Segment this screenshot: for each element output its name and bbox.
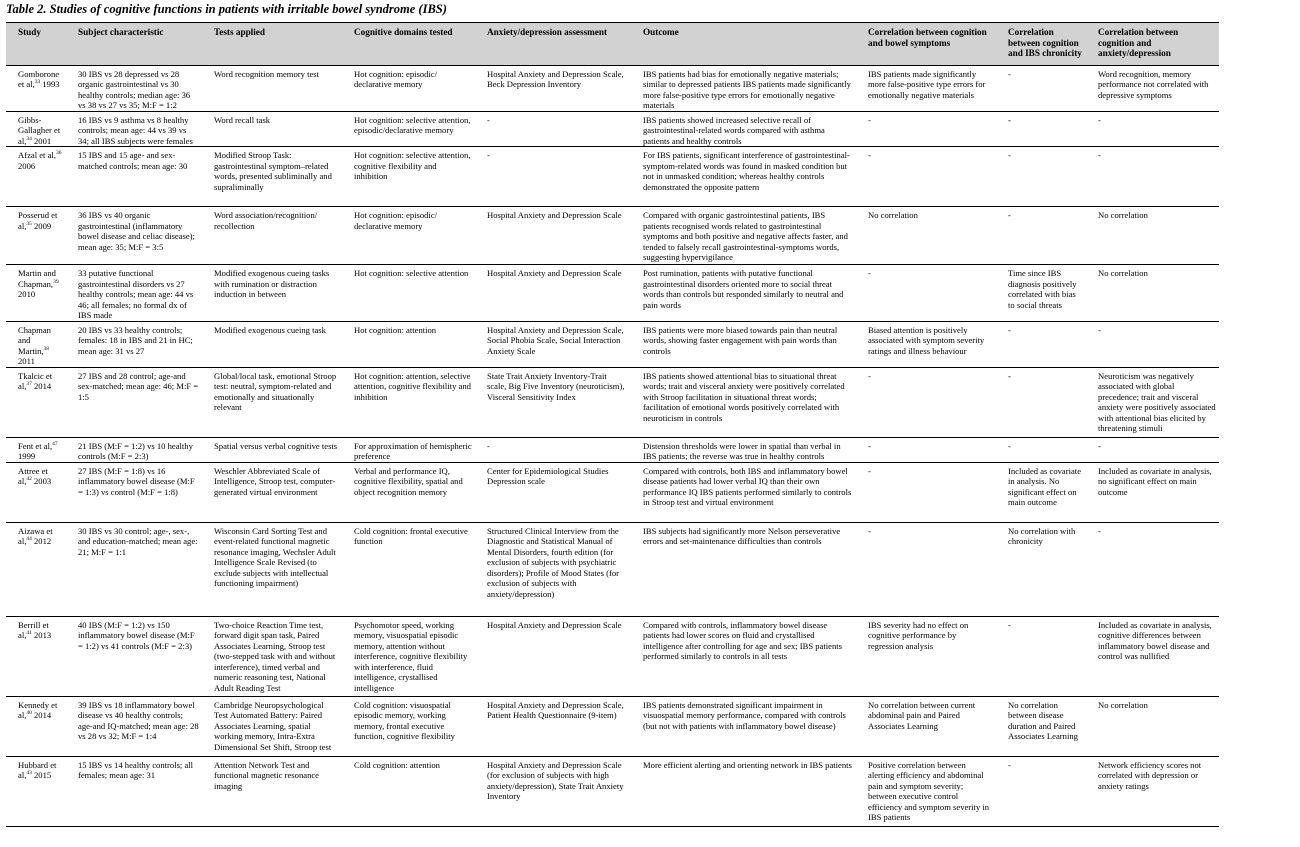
cell-correlation-bowel-symptoms: No correlation between current abdominal pain and Paired Associates Learning <box>856 696 996 756</box>
cell-subject-characteristic: 20 IBS vs 33 healthy controls; females: 18 in IBS and 21 in HC; mean age: 31 vs 27 <box>66 321 202 367</box>
cell-anxiety-depression-assessment: Hospital Anxiety and Depression Scale <box>475 207 631 265</box>
study-year: 2012 <box>31 536 52 546</box>
cell-correlation-bowel-symptoms: - <box>856 522 996 616</box>
cell-cognitive-domains: Cold cognition: attention <box>342 756 475 826</box>
cell-correlation-anxiety-depression: - <box>1086 522 1219 616</box>
study-reference-number: 44 <box>26 536 32 543</box>
cell-correlation-bowel-symptoms: No correlation <box>856 207 996 265</box>
cell-study <box>6 522 66 616</box>
table-row <box>6 696 1219 756</box>
cell-tests-applied: Modified Stroop Task: gastrointestinal symptom–related words, presented subliminally and supraliminally <box>202 147 342 207</box>
cell-correlation-ibs-chronicity: - <box>996 207 1086 265</box>
cell-anxiety-depression-assessment: Hospital Anxiety and Depression Scale <box>475 616 631 696</box>
cell-outcome: Post rumination, patients with putative functional gastrointestinal disorders oriented more to social threat words than controls but responded similarly to neutral and pain words <box>631 265 856 322</box>
cell-subject-characteristic: 27 IBS and 28 control; age-and sex-matched; mean age: 46; M:F = 1:5 <box>66 367 202 437</box>
cell-study <box>6 321 66 367</box>
study-authors: Tkalcic et al, <box>18 370 53 391</box>
cell-outcome: IBS patients demonstrated significant impairment in visuospatial memory performance, compared with controls (but not with patients with inflammatory bowel disease) <box>631 696 856 756</box>
cell-subject-characteristic: 16 IBS vs 9 asthma vs 8 healthy controls; mean age: 44 vs 39 vs 34; all IBS subjects were females <box>66 111 202 147</box>
cell-subject-characteristic: 27 IBS (M:F = 1:8) vs 16 inflammatory bowel disease (M:F = 1:3) vs control (M:F = 1:8) <box>66 462 202 522</box>
cell-correlation-bowel-symptoms: IBS severity had no effect on cognitive performance by regression analysis <box>856 616 996 696</box>
study-reference-number: 43 <box>26 770 32 777</box>
cell-correlation-ibs-chronicity: - <box>996 111 1086 147</box>
cell-outcome: Compared with controls, both IBS and inflammatory bowel disease patients had lower verbal IQ than their own performance IQ IBS patients performed similarly to controls in Stroop test and virtual environment <box>631 462 856 522</box>
cell-correlation-bowel-symptoms: - <box>856 147 996 207</box>
header-study: Study <box>6 23 66 65</box>
cell-correlation-anxiety-depression: - <box>1086 437 1219 462</box>
cell-tests-applied: Word recall task <box>202 111 342 147</box>
header-outcome: Outcome <box>631 23 856 65</box>
cell-anxiety-depression-assessment: Hospital Anxiety and Depression Scale, Social Phobia Scale, Social Interaction Anxiety Scale <box>475 321 631 367</box>
header-correlation-bowel-symptoms: Correlation between cognition and bowel symptoms <box>856 23 996 65</box>
cell-tests-applied: Weschler Abbreviated Scale of Intelligence, Stroop test, computer-generated virtual environment <box>202 462 342 522</box>
cell-outcome: IBS patients showed attentional bias to situational threat words; trait and visceral anxiety were positively correlated with Stroop facilitation in situational threat words; facilitation of emotional words positively correlated with neuroticism in controls <box>631 367 856 437</box>
cell-anxiety-depression-assessment: - <box>475 111 631 147</box>
cell-subject-characteristic: 36 IBS vs 40 organic gastrointestinal (inflammatory bowel disease and celiac disease); mean age: 35; M:F = 3:5 <box>66 207 202 265</box>
table-row <box>6 321 1219 367</box>
cell-outcome: For IBS patients, significant interference of gastrointestinal-symptom-related words was found in masked condition but not in unmasked condition; whereas healthy controls demonstrated the opposite pattern <box>631 147 856 207</box>
cell-tests-applied: Word recognition memory test <box>202 65 342 111</box>
table-row <box>6 522 1219 616</box>
cell-tests-applied: Attention Network Test and functional magnetic resonance imaging <box>202 756 342 826</box>
study-reference-number: 39 <box>53 278 59 285</box>
cell-subject-characteristic: 33 putative functional gastrointestinal disorders vs 27 healthy controls; mean age: 44 vs 46; all females; no formal dx of IBS made <box>66 265 202 322</box>
cell-outcome: IBS patients were more biased towards pain than neutral words, showing faster engagement with pain words than controls <box>631 321 856 367</box>
cell-correlation-anxiety-depression: Neuroticism was negatively associated with global precedence; trait and visceral anxiety were positively associated with attentional bias elicited by threatening stimuli <box>1086 367 1219 437</box>
cell-study <box>6 437 66 462</box>
table-title: Table 2. Studies of cognitive functions in patients with irritable bowel syndrome (IBS) <box>6 2 447 16</box>
cell-study <box>6 462 66 522</box>
cell-tests-applied: Modified exogenous cueing tasks with rumination or distraction induction in between <box>202 265 342 322</box>
cell-outcome: IBS subjects had significantly more Nelson perseverative errors and set-maintenance difficulties than controls <box>631 522 856 616</box>
study-reference-number: 40 <box>26 710 32 717</box>
study-authors: Attree et al, <box>18 465 48 486</box>
cell-correlation-bowel-symptoms: IBS patients made significantly more false-positive type errors for emotionally negative materials <box>856 65 996 111</box>
cell-cognitive-domains: Cold cognition: visuospatial episodic memory, working memory, frontal executive function, cognitive flexibility <box>342 696 475 756</box>
cell-correlation-ibs-chronicity: - <box>996 437 1086 462</box>
header-tests-applied: Tests applied <box>202 23 342 65</box>
cell-correlation-anxiety-depression: Included as covariate in analysis, no significant effect on main outcome <box>1086 462 1219 522</box>
cell-correlation-anxiety-depression: - <box>1086 321 1219 367</box>
cell-anxiety-depression-assessment: Hospital Anxiety and Depression Scale (for exclusion of subjects with high anxiety/depression), State Trait Anxiety Inventory <box>475 756 631 826</box>
cell-correlation-bowel-symptoms: - <box>856 437 996 462</box>
cell-subject-characteristic: 21 IBS (M:F = 1:2) vs 10 healthy controls (M:F = 2:3) <box>66 437 202 462</box>
table-row <box>6 207 1219 265</box>
study-year: 2015 <box>31 770 52 780</box>
cell-cognitive-domains: Psychomotor speed, working memory, visuospatial episodic memory, attention without interference, cognitive flexibility with interference, fluid intelligence, crystallised intelligence <box>342 616 475 696</box>
study-authors: Fent et al, <box>18 440 53 451</box>
cell-correlation-bowel-symptoms: Positive correlation between alerting efficiency and abdominal pain and symptom severity; between executive control efficiency and symptom severity in IBS patients <box>856 756 996 826</box>
cell-study <box>6 367 66 437</box>
cell-cognitive-domains: Hot cognition: selective attention <box>342 265 475 322</box>
cell-subject-characteristic: 15 IBS vs 14 healthy controls; all females; mean age: 31 <box>66 756 202 826</box>
study-reference-number: 37 <box>26 381 32 388</box>
study-authors: Hubbard et al, <box>18 759 57 780</box>
study-year: 2001 <box>31 135 52 146</box>
cell-anxiety-depression-assessment: Structured Clinical Interview from the Diagnostic and Statistical Manual of Mental Disorders, fourth edition (for exclusion of subjects with psychiatric disorders); Profile of Mood States (for exclusion of subjects with anxiety/depression) <box>475 522 631 616</box>
cell-correlation-bowel-symptoms: Biased attention is positively associated with symptom severity ratings and illness behaviour <box>856 321 996 367</box>
cell-correlation-anxiety-depression: - <box>1086 147 1219 207</box>
study-reference-number: 35 <box>26 220 32 227</box>
study-year: 2014 <box>31 381 52 391</box>
cell-outcome: IBS patients had bias for emotionally negative materials; similar to depressed patients IBS patients made significantly more false-positive type errors for emotionally negative materials <box>631 65 856 111</box>
cell-outcome: Compared with organic gastrointestinal patients, IBS patients recognised words related to gastrointestinal symptoms and both positive and negative affects faster, and tended to falsely recall gastrointestinal-symptoms words, suggesting hypervigilance <box>631 207 856 265</box>
study-reference-number: 47 <box>52 440 58 447</box>
cell-cognitive-domains: Hot cognition: selective attention, episodic/declarative memory <box>342 111 475 147</box>
cell-study <box>6 207 66 265</box>
table-row <box>6 437 1219 462</box>
cell-outcome: More efficient alerting and orienting network in IBS patients <box>631 756 856 826</box>
cell-subject-characteristic: 30 IBS vs 28 depressed vs 28 organic gastrointestinal vs 30 healthy controls; median age: 36 vs 38 vs 27 vs 35; M:F = 1:2 <box>66 65 202 111</box>
cell-outcome: Compared with controls, inflammatory bowel disease patients had lower scores on fluid and crystallised intelligence after controlling for age and sex; IBS patients performed similarly to controls in all tests <box>631 616 856 696</box>
header-subject-characteristic: Subject characteristic <box>66 23 202 65</box>
cell-correlation-ibs-chronicity: - <box>996 147 1086 207</box>
table-row <box>6 147 1219 207</box>
cell-correlation-bowel-symptoms: - <box>856 462 996 522</box>
cell-anxiety-depression-assessment: Hospital Anxiety and Depression Scale <box>475 265 631 322</box>
cell-tests-applied: Cambridge Neuropsychological Test Automated Battery: Paired Associates Learning, spatial working memory, Intra-Extra Dimensional Set Shift, Stroop test <box>202 696 342 756</box>
study-reference-number: 42 <box>26 476 32 483</box>
cell-study <box>6 616 66 696</box>
cell-cognitive-domains: Hot cognition: attention <box>342 321 475 367</box>
study-year: 2003 <box>31 476 52 486</box>
cell-subject-characteristic: 15 IBS and 15 age- and sex-matched controls; mean age: 30 <box>66 147 202 207</box>
cell-anxiety-depression-assessment: Hospital Anxiety and Depression Scale, Beck Depression Inventory <box>475 65 631 111</box>
cell-tests-applied: Wisconsin Card Sorting Test and event-related functional magnetic resonance imaging, Wechsler Adult Intelligence Scale Revised (to exclude subjects with intellectual functioning impairment) <box>202 522 342 616</box>
study-authors: Afzal et al, <box>18 150 56 160</box>
cell-subject-characteristic: 40 IBS (M:F = 1:2) vs 150 inflammatory bowel disease (M:F = 1:2) vs 41 controls (M:F = 2:3) <box>66 616 202 696</box>
cell-correlation-ibs-chronicity: - <box>996 65 1086 111</box>
cell-study <box>6 111 66 147</box>
cell-correlation-ibs-chronicity: No correlation between disease duration and Paired Associates Learning <box>996 696 1086 756</box>
cell-correlation-ibs-chronicity: - <box>996 367 1086 437</box>
study-authors: Gomborone et al, <box>18 68 60 89</box>
cell-correlation-ibs-chronicity: - <box>996 756 1086 826</box>
cell-cognitive-domains: Verbal and performance IQ, cognitive flexibility, spatial and object recognition memory <box>342 462 475 522</box>
cell-study <box>6 147 66 207</box>
cell-tests-applied: Two-choice Reaction Time test, forward digit span task, Paired Associates Learning, Stroop test (two-stepped task with and without interference), timed verbal and numeric reasoning test, National Adult Reading Test <box>202 616 342 696</box>
header-anxiety-depression-assessment: Anxiety/depression assessment <box>475 23 631 65</box>
study-year: 1999 <box>18 451 36 461</box>
cell-correlation-anxiety-depression: Word recognition, memory performance not correlated with depressive symptoms <box>1086 65 1219 111</box>
cell-cognitive-domains: Hot cognition: selective attention, cognitive flexibility and inhibition <box>342 147 475 207</box>
cell-outcome: Distension thresholds were lower in spatial than verbal in IBS patients; the reverse was true in healthy controls <box>631 437 856 462</box>
study-reference-number: 38 <box>43 345 50 352</box>
cell-correlation-anxiety-depression: - <box>1086 111 1219 147</box>
header-correlation-anxiety-depression: Correlation between cognition and anxiety/depression <box>1086 23 1219 65</box>
cell-anxiety-depression-assessment: - <box>475 437 631 462</box>
table-row <box>6 756 1219 826</box>
study-authors: Chapman and Martin, <box>18 324 51 356</box>
cell-cognitive-domains: Hot cognition: episodic/ declarative memory <box>342 207 475 265</box>
cell-tests-applied: Modified exogenous cueing task <box>202 321 342 367</box>
study-authors: Gibbs-Gallagher et al, <box>18 114 61 146</box>
table-row <box>6 616 1219 696</box>
cell-correlation-anxiety-depression: No correlation <box>1086 207 1219 265</box>
cell-anxiety-depression-assessment: State Trait Anxiety Inventory-Trait scale, Big Five Inventory (neuroticism), Visceral Sensitivity Index <box>475 367 631 437</box>
cell-correlation-anxiety-depression: No correlation <box>1086 696 1219 756</box>
cell-tests-applied: Spatial versus verbal cognitive tests <box>202 437 342 462</box>
study-authors: Aizawa et al, <box>18 525 53 546</box>
studies-table <box>6 22 1219 827</box>
cell-correlation-anxiety-depression: Network efficiency scores not correlated with depression or anxiety ratings <box>1086 756 1219 826</box>
cell-correlation-ibs-chronicity: - <box>996 616 1086 696</box>
study-year: 2011 <box>18 356 35 366</box>
study-reference-number: 36 <box>55 150 62 157</box>
cell-anxiety-depression-assessment: Hospital Anxiety and Depression Scale, Patient Health Questionnaire (9-item) <box>475 696 631 756</box>
study-authors: Berrill et al, <box>18 619 49 640</box>
cell-correlation-bowel-symptoms: - <box>856 111 996 147</box>
cell-anxiety-depression-assessment: Center for Epidemiological Studies Depression scale <box>475 462 631 522</box>
cell-correlation-anxiety-depression: Included as covariate in analysis, cognitive differences between inflammatory bowel disease and control was nullified <box>1086 616 1219 696</box>
cell-correlation-ibs-chronicity: No correlation with chronicity <box>996 522 1086 616</box>
study-year: 2010 <box>18 289 36 299</box>
cell-subject-characteristic: 30 IBS vs 30 control; age-, sex-, and education-matched; mean age: 21; M:F = 1:1 <box>66 522 202 616</box>
cell-study <box>6 756 66 826</box>
study-year: 2014 <box>31 710 52 720</box>
table-row <box>6 65 1219 111</box>
study-authors: Kennedy et al, <box>18 699 58 720</box>
cell-study <box>6 696 66 756</box>
cell-correlation-bowel-symptoms: - <box>856 265 996 322</box>
cell-cognitive-domains: Cold cognition: frontal executive function <box>342 522 475 616</box>
study-reference-number: 33 <box>34 79 41 86</box>
study-authors: Posserud et al, <box>18 210 58 231</box>
study-year: 2006 <box>18 160 36 171</box>
cell-correlation-ibs-chronicity: Time since IBS diagnosis positively correlated with bias to social threats <box>996 265 1086 322</box>
table-row <box>6 111 1219 147</box>
cell-correlation-bowel-symptoms: - <box>856 367 996 437</box>
cell-correlation-ibs-chronicity: - <box>996 321 1086 367</box>
table-row <box>6 367 1219 437</box>
header-cognitive-domains: Cognitive domains tested <box>342 23 475 65</box>
header-correlation-ibs-chronicity: Correlation between cognition and IBS chronicity <box>996 23 1086 65</box>
cell-cognitive-domains: Hot cognition: episodic/ declarative memory <box>342 65 475 111</box>
study-year: 2009 <box>31 220 52 231</box>
study-reference-number: 34 <box>26 135 32 142</box>
cell-correlation-ibs-chronicity: Included as covariate in analysis. No significant effect on main outcome <box>996 462 1086 522</box>
cell-cognitive-domains: For approximation of hemispheric preference <box>342 437 475 462</box>
cell-study <box>6 65 66 111</box>
study-year: 2013 <box>31 630 52 640</box>
cell-outcome: IBS patients showed increased selective recall of gastrointestinal-related words compared with asthma patients and healthy controls <box>631 111 856 147</box>
study-reference-number: 41 <box>26 630 32 637</box>
cell-tests-applied: Word association/recognition/ recollection <box>202 207 342 265</box>
study-authors: Martin and Chapman, <box>18 268 56 289</box>
table-header-row <box>6 23 1219 65</box>
table-row <box>6 462 1219 522</box>
cell-anxiety-depression-assessment: - <box>475 147 631 207</box>
table-row <box>6 265 1219 322</box>
cell-study <box>6 265 66 322</box>
cell-cognitive-domains: Hot cognition: attention, selective attention, cognitive flexibility and inhibition <box>342 367 475 437</box>
cell-subject-characteristic: 39 IBS vs 18 inflammatory bowel disease vs 40 healthy controls; age-and IQ-matched; mean age: 28 vs 28 vs 32; M:F = 1:4 <box>66 696 202 756</box>
cell-correlation-anxiety-depression: No correlation <box>1086 265 1219 322</box>
cell-tests-applied: Global/local task, emotional Stroop test: neutral, symptom-related and emotionally and situationally relevant <box>202 367 342 437</box>
study-year: 1993 <box>40 79 60 89</box>
